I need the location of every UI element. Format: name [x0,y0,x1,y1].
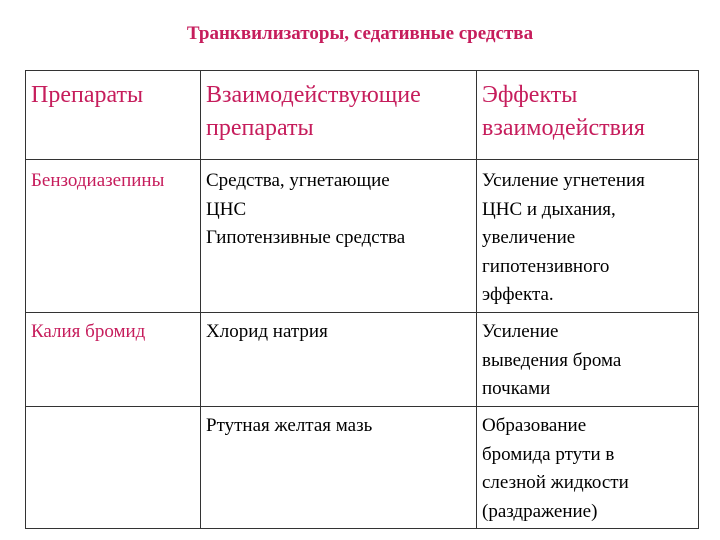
table-header-row [26,71,699,160]
effects-text-line: Образование [482,415,587,436]
effects-text-line: гипотензивного [482,255,610,277]
drug-cell [26,313,201,407]
header-drugs [26,71,201,160]
effects-text-line: слезной жидкости [482,472,629,493]
table-row [26,407,699,529]
interacting-text-line: Гипотензивные средства [206,227,406,248]
effects-text-line: эффекта. [482,284,554,305]
header-effects [477,71,699,160]
effects-text-line: выведения брома [482,349,622,371]
drug-cell [26,160,201,313]
interacting-cell [201,407,477,529]
header-drugs-label: Препараты [31,82,144,108]
effects-text-line: Усиление [482,321,559,342]
header-effects-line2: взаимодействия [482,115,645,141]
effects-cell [477,407,699,529]
drug-interaction-table [25,70,699,529]
effects-cell [477,313,699,407]
header-interacting [201,71,477,160]
effects-cell [477,160,699,313]
effects-text-line: почками [482,378,551,399]
effects-text-line: (раздражение) [482,500,598,522]
interacting-cell [201,160,477,313]
header-interacting-line1: Взаимодействующие [206,82,421,108]
header-interacting-line2: препараты [206,115,314,141]
drug-name: Калия бромид [31,321,146,342]
effects-text-line: увеличение [482,227,576,248]
drug-name: Бензодиазепины [31,170,165,191]
table-row [26,160,699,313]
interacting-cell [201,313,477,407]
effects-text-line: Усиление угнетения [482,170,645,191]
interacting-text-line: Хлорид натрия [206,321,328,342]
interacting-text-line: ЦНС [206,198,247,220]
effects-text-line: бромида ртути в [482,443,615,465]
effects-text-line: ЦНС и дыхания, [482,198,616,220]
page-title: Транквилизаторы, седативные средства [186,23,534,44]
table-row [26,313,699,407]
drug-cell [26,407,201,529]
interacting-text-line: Ртутная желтая мазь [206,415,373,436]
header-effects-line1: Эффекты [482,82,578,108]
interacting-text-line: Средства, угнетающие [206,170,390,191]
